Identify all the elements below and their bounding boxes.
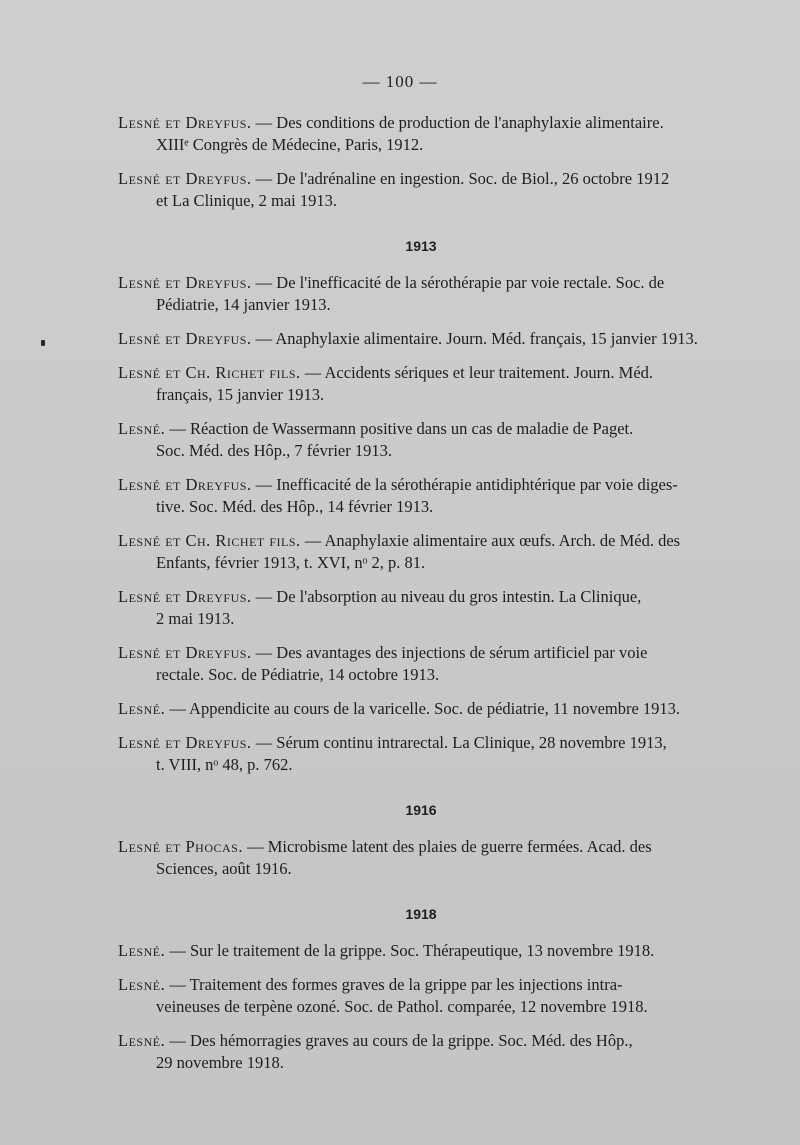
entry-authors: Lesné et Dreyfus.: [118, 329, 252, 348]
bibliography-entry: [118, 940, 710, 962]
entry-authors: Lesné.: [118, 975, 166, 994]
bibliography-entry: [118, 642, 710, 686]
entry-authors: Lesné.: [118, 419, 166, 438]
entry-authors: Lesné et Dreyfus.: [118, 273, 252, 292]
entry-authors: Lesné et Dreyfus.: [118, 475, 252, 494]
bibliography-entry: [118, 112, 710, 156]
margin-mark: [41, 340, 45, 346]
entry-continuation: rectale. Soc. de Pédiatrie, 14 octobre 1913.: [156, 665, 440, 684]
entry-continuation: tive. Soc. Méd. des Hôp., 14 février 1913.: [156, 497, 434, 516]
bibliography-entry: [118, 418, 710, 462]
entry-continuation: français, 15 janvier 1913.: [156, 385, 325, 404]
entry-text: — Anaphylaxie alimentaire. Journ. Méd. français, 15 janvier 1913.: [251, 329, 698, 348]
entry-text: — Sérum continu intrarectal. La Clinique, 28 novembre 1913,: [251, 733, 667, 752]
bibliography-entry: [118, 974, 710, 1018]
entry-authors: Lesné et Phocas.: [118, 837, 243, 856]
entry-continuation: 2 mai 1913.: [156, 609, 235, 628]
entry-authors: Lesné et Dreyfus.: [118, 587, 252, 606]
entry-continuation: Pédiatrie, 14 janvier 1913.: [156, 295, 331, 314]
entry-authors: Lesné et Ch. Richet fils.: [118, 363, 301, 382]
entry-continuation: Enfants, février 1913, t. XVI, nᵒ 2, p. 81.: [156, 553, 426, 572]
bibliography-entry: [118, 530, 710, 574]
entry-text: — Sur le traitement de la grippe. Soc. Thérapeutique, 13 novembre 1918.: [165, 941, 655, 960]
entry-authors: Lesné.: [118, 1031, 166, 1050]
entry-continuation: t. VIII, nᵒ 48, p. 762.: [156, 755, 293, 774]
entry-continuation: 29 novembre 1918.: [156, 1053, 284, 1072]
entry-authors: Lesné et Dreyfus.: [118, 169, 252, 188]
entry-text: — Réaction de Wassermann positive dans un cas de maladie de Paget.: [165, 419, 634, 438]
bibliography-entry: [118, 362, 710, 406]
bibliography-entry: [118, 1030, 710, 1074]
entry-text: — Anaphylaxie alimentaire aux œufs. Arch. de Méd. des: [300, 531, 681, 550]
entry-text: — Accidents sériques et leur traitement. Journ. Méd.: [300, 363, 654, 382]
entry-continuation: veineuses de terpène ozoné. Soc. de Pathol. comparée, 12 novembre 1918.: [156, 997, 648, 1016]
bibliography-entry: [118, 328, 710, 350]
bibliography-list: [118, 112, 710, 1086]
entry-authors: Lesné et Dreyfus.: [118, 643, 252, 662]
entry-text: — De l'inefficacité de la sérothérapie par voie rectale. Soc. de: [251, 273, 665, 292]
entry-text: — Traitement des formes graves de la grippe par les injections intra-: [165, 975, 623, 994]
entry-text: — Des conditions de production de l'anaphylaxie alimentaire.: [251, 113, 664, 132]
entry-text: — Appendicite au cours de la varicelle. Soc. de pédiatrie, 11 novembre 1913.: [165, 699, 681, 718]
entry-text: — Des hémorragies graves au cours de la grippe. Soc. Méd. des Hôp.,: [165, 1031, 633, 1050]
entry-authors: Lesné.: [118, 699, 166, 718]
entry-text: — Des avantages des injections de sérum artificiel par voie: [251, 643, 648, 662]
page-number: — 100 —: [362, 72, 438, 91]
entry-authors: Lesné.: [118, 941, 166, 960]
entry-continuation: XIIIᵉ Congrès de Médecine, Paris, 1912.: [156, 135, 424, 154]
entry-text: — De l'adrénaline en ingestion. Soc. de Biol., 26 octobre 1912: [251, 169, 670, 188]
entry-authors: Lesné et Dreyfus.: [118, 733, 252, 752]
bibliography-entry: [118, 732, 710, 776]
entry-authors: Lesné et Ch. Richet fils.: [118, 531, 301, 550]
bibliography-entry: [118, 474, 710, 518]
bibliography-entry: [118, 272, 710, 316]
entry-text: — Inefficacité de la sérothérapie antidiphtérique par voie diges-: [251, 475, 678, 494]
bibliography-entry: [118, 168, 710, 212]
bibliography-entry: [118, 698, 710, 720]
entry-text: — De l'absorption au niveau du gros intestin. La Clinique,: [251, 587, 642, 606]
entry-authors: Lesné et Dreyfus.: [118, 113, 252, 132]
entry-text: — Microbisme latent des plaies de guerre fermées. Acad. des: [242, 837, 652, 856]
bibliography-entry: [118, 586, 710, 630]
year-heading: 1913: [405, 238, 437, 254]
entry-continuation: Soc. Méd. des Hôp., 7 février 1913.: [156, 441, 392, 460]
year-heading: 1916: [405, 802, 437, 818]
entry-continuation: Sciences, août 1916.: [156, 859, 292, 878]
bibliography-entry: [118, 836, 710, 880]
year-heading: 1918: [405, 906, 437, 922]
entry-continuation: et La Clinique, 2 mai 1913.: [156, 191, 338, 210]
